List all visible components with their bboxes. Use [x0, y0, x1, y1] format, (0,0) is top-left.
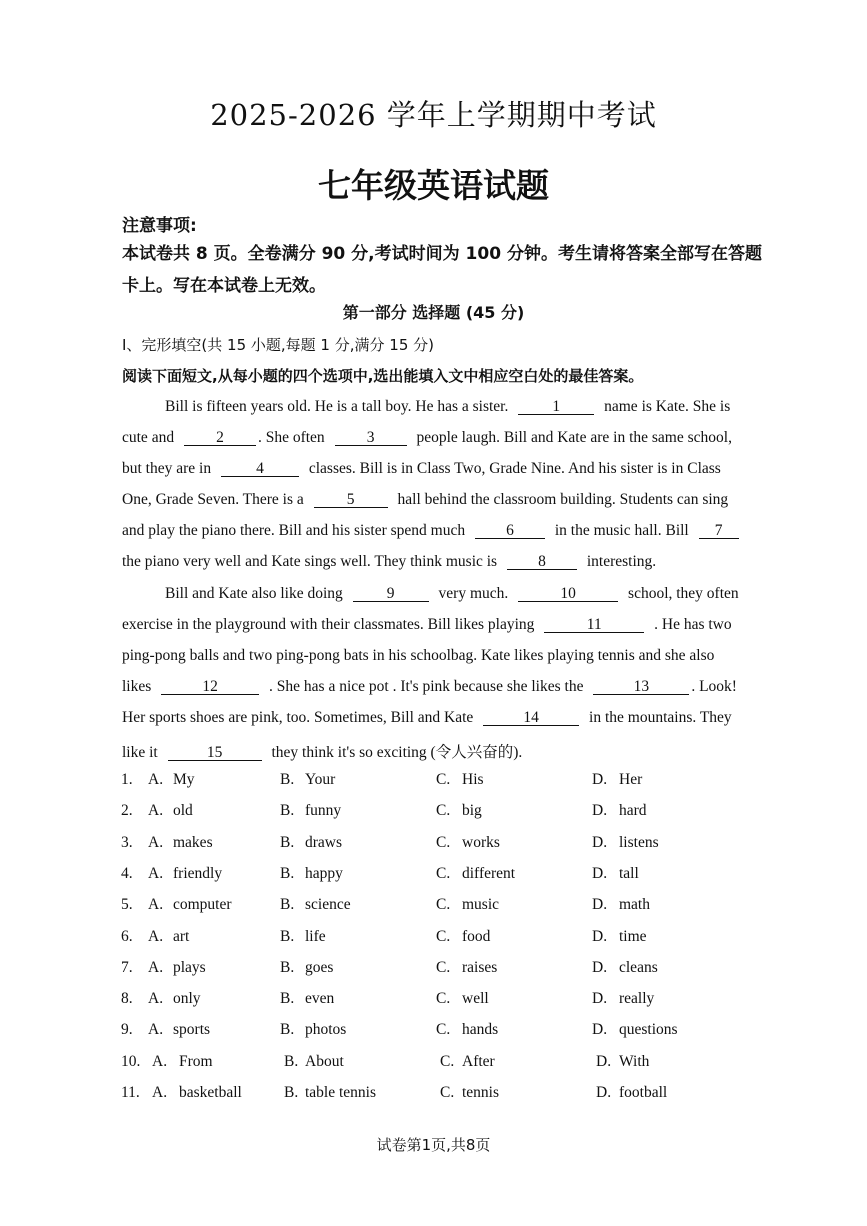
- option-letter: D.: [592, 990, 608, 1007]
- blank: 11: [544, 617, 644, 633]
- option-text: plays: [173, 959, 206, 976]
- option-letter: D.: [596, 1084, 612, 1101]
- option-text: hands: [462, 1021, 499, 1038]
- option-letter: D.: [592, 959, 608, 976]
- option-letter: B.: [280, 928, 295, 945]
- option-letter: C.: [440, 1084, 455, 1101]
- option-letter: B.: [280, 959, 295, 976]
- option-text: With: [619, 1053, 650, 1070]
- section-instruction: 阅读下面短文,从每小题的四个选项中,选出能填入文中相应空白处的最佳答案。: [122, 367, 644, 385]
- option-text: hard: [619, 802, 647, 819]
- exam-subtitle: 七年级英语试题: [318, 166, 549, 205]
- passage-text: hall behind the classroom building. Students can sing: [397, 491, 729, 508]
- blank: 14: [483, 710, 579, 726]
- option-text: draws: [305, 834, 343, 851]
- option-letter: D.: [592, 1021, 608, 1038]
- option-letter: A.: [148, 928, 164, 945]
- option-letter: D.: [596, 1053, 612, 1070]
- option-letter: D.: [592, 834, 608, 851]
- blank: 5: [314, 492, 388, 508]
- passage-text: in the music hall. Bill: [554, 522, 689, 539]
- option-letter: A.: [148, 865, 164, 882]
- option-letter: D.: [592, 802, 608, 819]
- passage-line: [122, 678, 737, 696]
- passage-text: . Look!: [691, 678, 737, 695]
- blank: 8: [507, 554, 577, 570]
- passage-line: [165, 398, 730, 416]
- passage-line: [122, 740, 522, 762]
- option-letter: A.: [148, 896, 164, 913]
- option-letter: C.: [436, 802, 451, 819]
- option-letter: B.: [280, 802, 295, 819]
- option-letter: C.: [436, 990, 451, 1007]
- option-letter: B.: [280, 990, 295, 1007]
- blank: 10: [518, 586, 618, 602]
- passage-text: and play the piano there. Bill and his sister spend much: [122, 522, 466, 539]
- option-text: computer: [173, 896, 232, 913]
- option-text: life: [305, 928, 326, 945]
- passage-text: One, Grade Seven. There is a: [122, 491, 304, 508]
- blank: 7: [699, 523, 739, 539]
- option-letter: C.: [436, 834, 451, 851]
- passage-text: school, they often: [628, 585, 739, 602]
- option-text: listens: [619, 834, 659, 851]
- blank: 2: [184, 430, 256, 446]
- passage-line: [122, 616, 732, 634]
- part-title: 第一部分 选择题 (45 分): [342, 303, 525, 322]
- blank: 4: [221, 461, 299, 477]
- option-letter: C.: [436, 896, 451, 913]
- passage-line: [165, 585, 739, 603]
- passage-line: [122, 709, 732, 727]
- option-letter: A.: [152, 1084, 168, 1101]
- question-number: 8.: [121, 990, 133, 1007]
- passage-line: [122, 553, 656, 571]
- passage-text: exercise in the playground with their classmates. Bill likes playing: [122, 616, 535, 633]
- option-text: table tennis: [305, 1084, 377, 1101]
- passage-text: Bill and Kate also like doing: [165, 585, 343, 602]
- notice-body: 本试卷共 8 页。全卷满分 90 分,考试时间为 100 分钟。考生请将答案全部写在答题卡上。写在本试卷上无效。: [122, 244, 762, 296]
- question-number: 5.: [121, 896, 133, 913]
- question-number: 9.: [121, 1021, 133, 1038]
- question-number: 1.: [121, 771, 133, 788]
- option-text: food: [462, 928, 491, 945]
- blank: 13: [593, 679, 689, 695]
- page-footer: 试卷第1页,共8页: [376, 1136, 491, 1154]
- option-letter: B.: [284, 1053, 299, 1070]
- option-text: questions: [619, 1021, 678, 1038]
- option-letter: A.: [148, 990, 164, 1007]
- option-text: Your: [305, 771, 336, 788]
- option-text: happy: [305, 865, 343, 882]
- passage-text: people laugh. Bill and Kate are in the same school,: [416, 429, 732, 446]
- option-letter: D.: [592, 896, 608, 913]
- option-text: funny: [305, 802, 342, 819]
- passage-text: . She has a nice pot . It's pink because she likes the: [269, 678, 584, 695]
- blank: 6: [475, 523, 545, 539]
- passage-text: they think it's so exciting (令人兴奋的).: [271, 744, 523, 761]
- option-text: After: [462, 1053, 495, 1070]
- option-letter: A.: [152, 1053, 168, 1070]
- passage-text: Her sports shoes are pink, too. Sometimes, Bill and Kate: [122, 709, 474, 726]
- option-text: different: [462, 865, 516, 882]
- option-text: music: [462, 896, 500, 913]
- option-text: old: [173, 802, 193, 819]
- option-text: cleans: [619, 959, 658, 976]
- option-text: raises: [462, 959, 498, 976]
- passage-text: classes. Bill is in Class Two, Grade Nine. And his sister is in Class: [308, 460, 721, 477]
- question-number: 7.: [121, 959, 133, 976]
- passage-line: [122, 491, 728, 509]
- option-text: science: [305, 896, 351, 913]
- option-letter: B.: [280, 771, 295, 788]
- question-number: 3.: [121, 834, 133, 851]
- option-text: only: [173, 990, 201, 1007]
- option-text: well: [462, 990, 489, 1007]
- option-letter: C.: [440, 1053, 455, 1070]
- passage-line: [122, 429, 732, 447]
- option-letter: A.: [148, 834, 164, 851]
- passage-text: the piano very well and Kate sings well. They think music is: [122, 553, 498, 570]
- question-number: 6.: [121, 928, 133, 945]
- option-letter: D.: [592, 771, 608, 788]
- option-text: sports: [173, 1021, 211, 1038]
- option-text: photos: [305, 1021, 347, 1038]
- option-text: art: [173, 928, 190, 945]
- option-text: even: [305, 990, 335, 1007]
- option-text: His: [462, 771, 484, 788]
- passage-line: [122, 522, 739, 540]
- option-text: goes: [305, 959, 334, 976]
- passage-text: likes: [122, 678, 152, 695]
- blank: 15: [168, 745, 262, 761]
- option-text: really: [619, 990, 655, 1007]
- option-text: basketball: [179, 1084, 242, 1101]
- option-text: football: [619, 1084, 668, 1101]
- option-letter: C.: [436, 771, 451, 788]
- option-text: friendly: [173, 865, 223, 882]
- blank: 1: [518, 399, 594, 415]
- option-letter: D.: [592, 865, 608, 882]
- notice-heading: 注意事项:: [122, 216, 197, 236]
- question-number: 11.: [121, 1084, 140, 1101]
- option-letter: C.: [436, 928, 451, 945]
- passage-text: but they are in: [122, 460, 212, 477]
- option-letter: A.: [148, 771, 164, 788]
- option-text: tennis: [462, 1084, 500, 1101]
- option-letter: B.: [280, 834, 295, 851]
- question-number: 10.: [121, 1053, 141, 1070]
- option-text: Her: [619, 771, 643, 788]
- blank: 3: [335, 430, 407, 446]
- option-letter: A.: [148, 959, 164, 976]
- option-text: time: [619, 928, 647, 945]
- option-letter: B.: [280, 1021, 295, 1038]
- passage-text: in the mountains. They: [589, 709, 732, 726]
- passage-line: ping-pong balls and two ping-pong bats in his schoolbag. Kate likes playing tennis and she also: [122, 647, 715, 664]
- option-letter: B.: [284, 1084, 299, 1101]
- option-letter: B.: [280, 865, 295, 882]
- blank: 9: [353, 586, 429, 602]
- passage-text: interesting.: [586, 553, 657, 570]
- option-letter: D.: [592, 928, 608, 945]
- option-text: About: [305, 1053, 344, 1070]
- option-text: math: [619, 896, 650, 913]
- passage-line: [122, 460, 721, 478]
- section-title: Ⅰ、完形填空(共 15 小题,每题 1 分,满分 15 分): [122, 336, 434, 354]
- passage-text: cute and: [122, 429, 175, 446]
- passage-text: like it: [122, 744, 158, 761]
- question-number: 2.: [121, 802, 133, 819]
- passage-text: name is Kate. She is: [604, 398, 731, 415]
- option-text: My: [173, 771, 195, 788]
- option-letter: B.: [280, 896, 295, 913]
- passage-text: very much.: [438, 585, 509, 602]
- passage-text: . She often: [257, 429, 325, 446]
- option-text: big: [462, 802, 482, 819]
- exam-title: 2025-2026 学年上学期期中考试: [210, 98, 657, 132]
- option-letter: C.: [436, 1021, 451, 1038]
- option-letter: A.: [148, 1021, 164, 1038]
- blank: 12: [161, 679, 259, 695]
- question-number: 4.: [121, 865, 133, 882]
- option-letter: C.: [436, 865, 451, 882]
- passage-text: . He has two: [654, 616, 732, 633]
- option-text: works: [462, 834, 500, 851]
- passage-text: Bill is fifteen years old. He is a tall boy. He has a sister.: [165, 398, 509, 415]
- option-text: tall: [619, 865, 639, 882]
- option-text: makes: [173, 834, 213, 851]
- option-letter: C.: [436, 959, 451, 976]
- option-text: From: [179, 1053, 213, 1070]
- option-letter: A.: [148, 802, 164, 819]
